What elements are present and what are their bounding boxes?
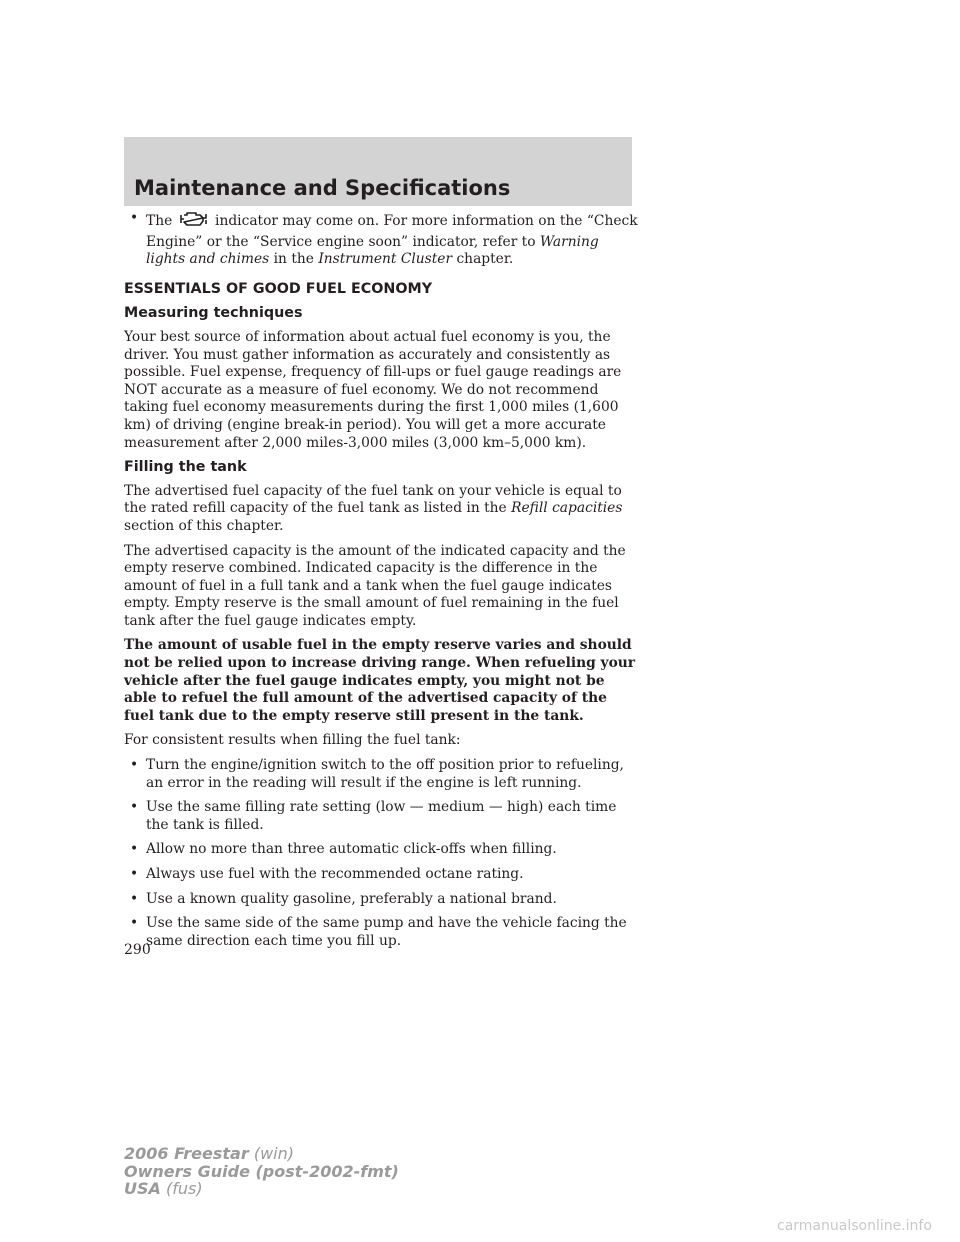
footer-line-1: [124, 1145, 399, 1163]
list-item: [124, 799, 639, 834]
bullet-dot: •: [130, 799, 139, 816]
bullet-dot: •: [130, 210, 139, 226]
intro-text-in-the: in the: [273, 251, 314, 268]
fuel-reserve-warning: The amount of usable fuel in the empty reserve varies and should not be relied upon to increase driving range. When refueling your vehicle after the fuel gauge indicates empty, you might not be able to refuel the full amount of the advertised capacity of the fuel tank due to the empty reserve still present in the tank.: [124, 637, 636, 724]
page-number: 290: [124, 942, 151, 958]
section-heading: ESSENTIALS OF GOOD FUEL ECONOMY: [124, 280, 433, 297]
bullet-dot: •: [130, 757, 139, 774]
list-item-text: Turn the engine/ignition switch to the off position prior to refueling, an error in the reading will result if the engine is left running.: [146, 757, 624, 791]
list-item-text: Use the same side of the same pump and have the vehicle facing the same direction each time you fill up.: [146, 915, 627, 949]
instrument-cluster-reference: Instrument Cluster: [318, 251, 453, 268]
list-item: [124, 866, 639, 884]
intro-text-middle: indicator may come on. For more information on the “Check Engine” or the “Service engine soon” indicator, refer to: [146, 213, 638, 250]
bullet-dot: •: [130, 841, 139, 858]
document-footer: [124, 1145, 399, 1198]
footer-model-code: (win): [253, 1144, 294, 1163]
list-item-text: Use a known quality gasoline, preferably a national brand.: [146, 890, 557, 907]
footer-market-code: (fus): [166, 1179, 203, 1198]
filling-para1-start: The advertised fuel capacity of the fuel tank on your vehicle is equal to the rated refill capacity of the fuel tank as listed in the: [124, 482, 622, 517]
filling-paragraph-2: The advertised capacity is the amount of the indicated capacity and the empty reserve combined. Indicated capacity is the difference in the amount of fuel in a full tank and a tank when the fuel gauge indicates empty. Empty reserve is the small amount of fuel remaining in the fuel tank after the fuel gauge indicates empty.: [124, 542, 626, 629]
bullet-dot: •: [130, 915, 139, 932]
intro-text-start: The: [146, 213, 173, 229]
warning-lights-reference: Warning lights and chimes: [146, 233, 599, 268]
check-engine-icon: [179, 210, 209, 234]
list-item-text: Allow no more than three automatic click-offs when filling.: [146, 841, 557, 858]
list-item: [124, 757, 639, 792]
footer-model: 2006 Freestar: [124, 1144, 249, 1163]
filling-heading: Filling the tank: [124, 459, 247, 476]
watermark: carmanualsonline.info: [777, 1218, 932, 1234]
list-item-text: Use the same filling rate setting (low — medium — high) each time the tank is filled.: [146, 799, 617, 833]
intro-bullet: [124, 210, 639, 269]
footer-line-2: Owners Guide (post-2002-fmt): [124, 1161, 399, 1181]
measuring-paragraph: Your best source of information about actual fuel economy is you, the driver. You must gather information as accurately and consistently as possible. Fuel expense, frequency of fill-ups or fuel gauge readings are NOT accurate as a measure of fuel economy. We do not recommend taking fuel economy measurements during the first 1,000 miles (1,600 km) of driving (engine break-in period). You will get a more accurate measurement after 2,000 miles-3,000 miles (3,000 km–5,000 km).: [124, 328, 622, 451]
bullet-dot: •: [130, 866, 139, 882]
list-item: [124, 915, 639, 950]
list-item-text: Always use fuel with the recommended octane rating.: [146, 866, 524, 882]
page-header-title: Maintenance and Specifications: [134, 176, 511, 200]
bullet-dot: •: [130, 890, 139, 907]
footer-market: USA: [124, 1179, 161, 1198]
filling-paragraph-1: [124, 483, 639, 536]
filling-lead: For consistent results when filling the fuel tank:: [124, 732, 461, 749]
footer-line-3: [124, 1180, 399, 1198]
refill-capacities-reference: Refill capacities: [511, 500, 623, 517]
page-content: [124, 210, 639, 957]
measuring-heading: Measuring techniques: [124, 305, 303, 322]
list-item: [124, 841, 639, 859]
filling-para1-end: section of this chapter.: [124, 517, 284, 534]
list-item: [124, 891, 639, 909]
intro-text-end: chapter.: [456, 251, 514, 268]
